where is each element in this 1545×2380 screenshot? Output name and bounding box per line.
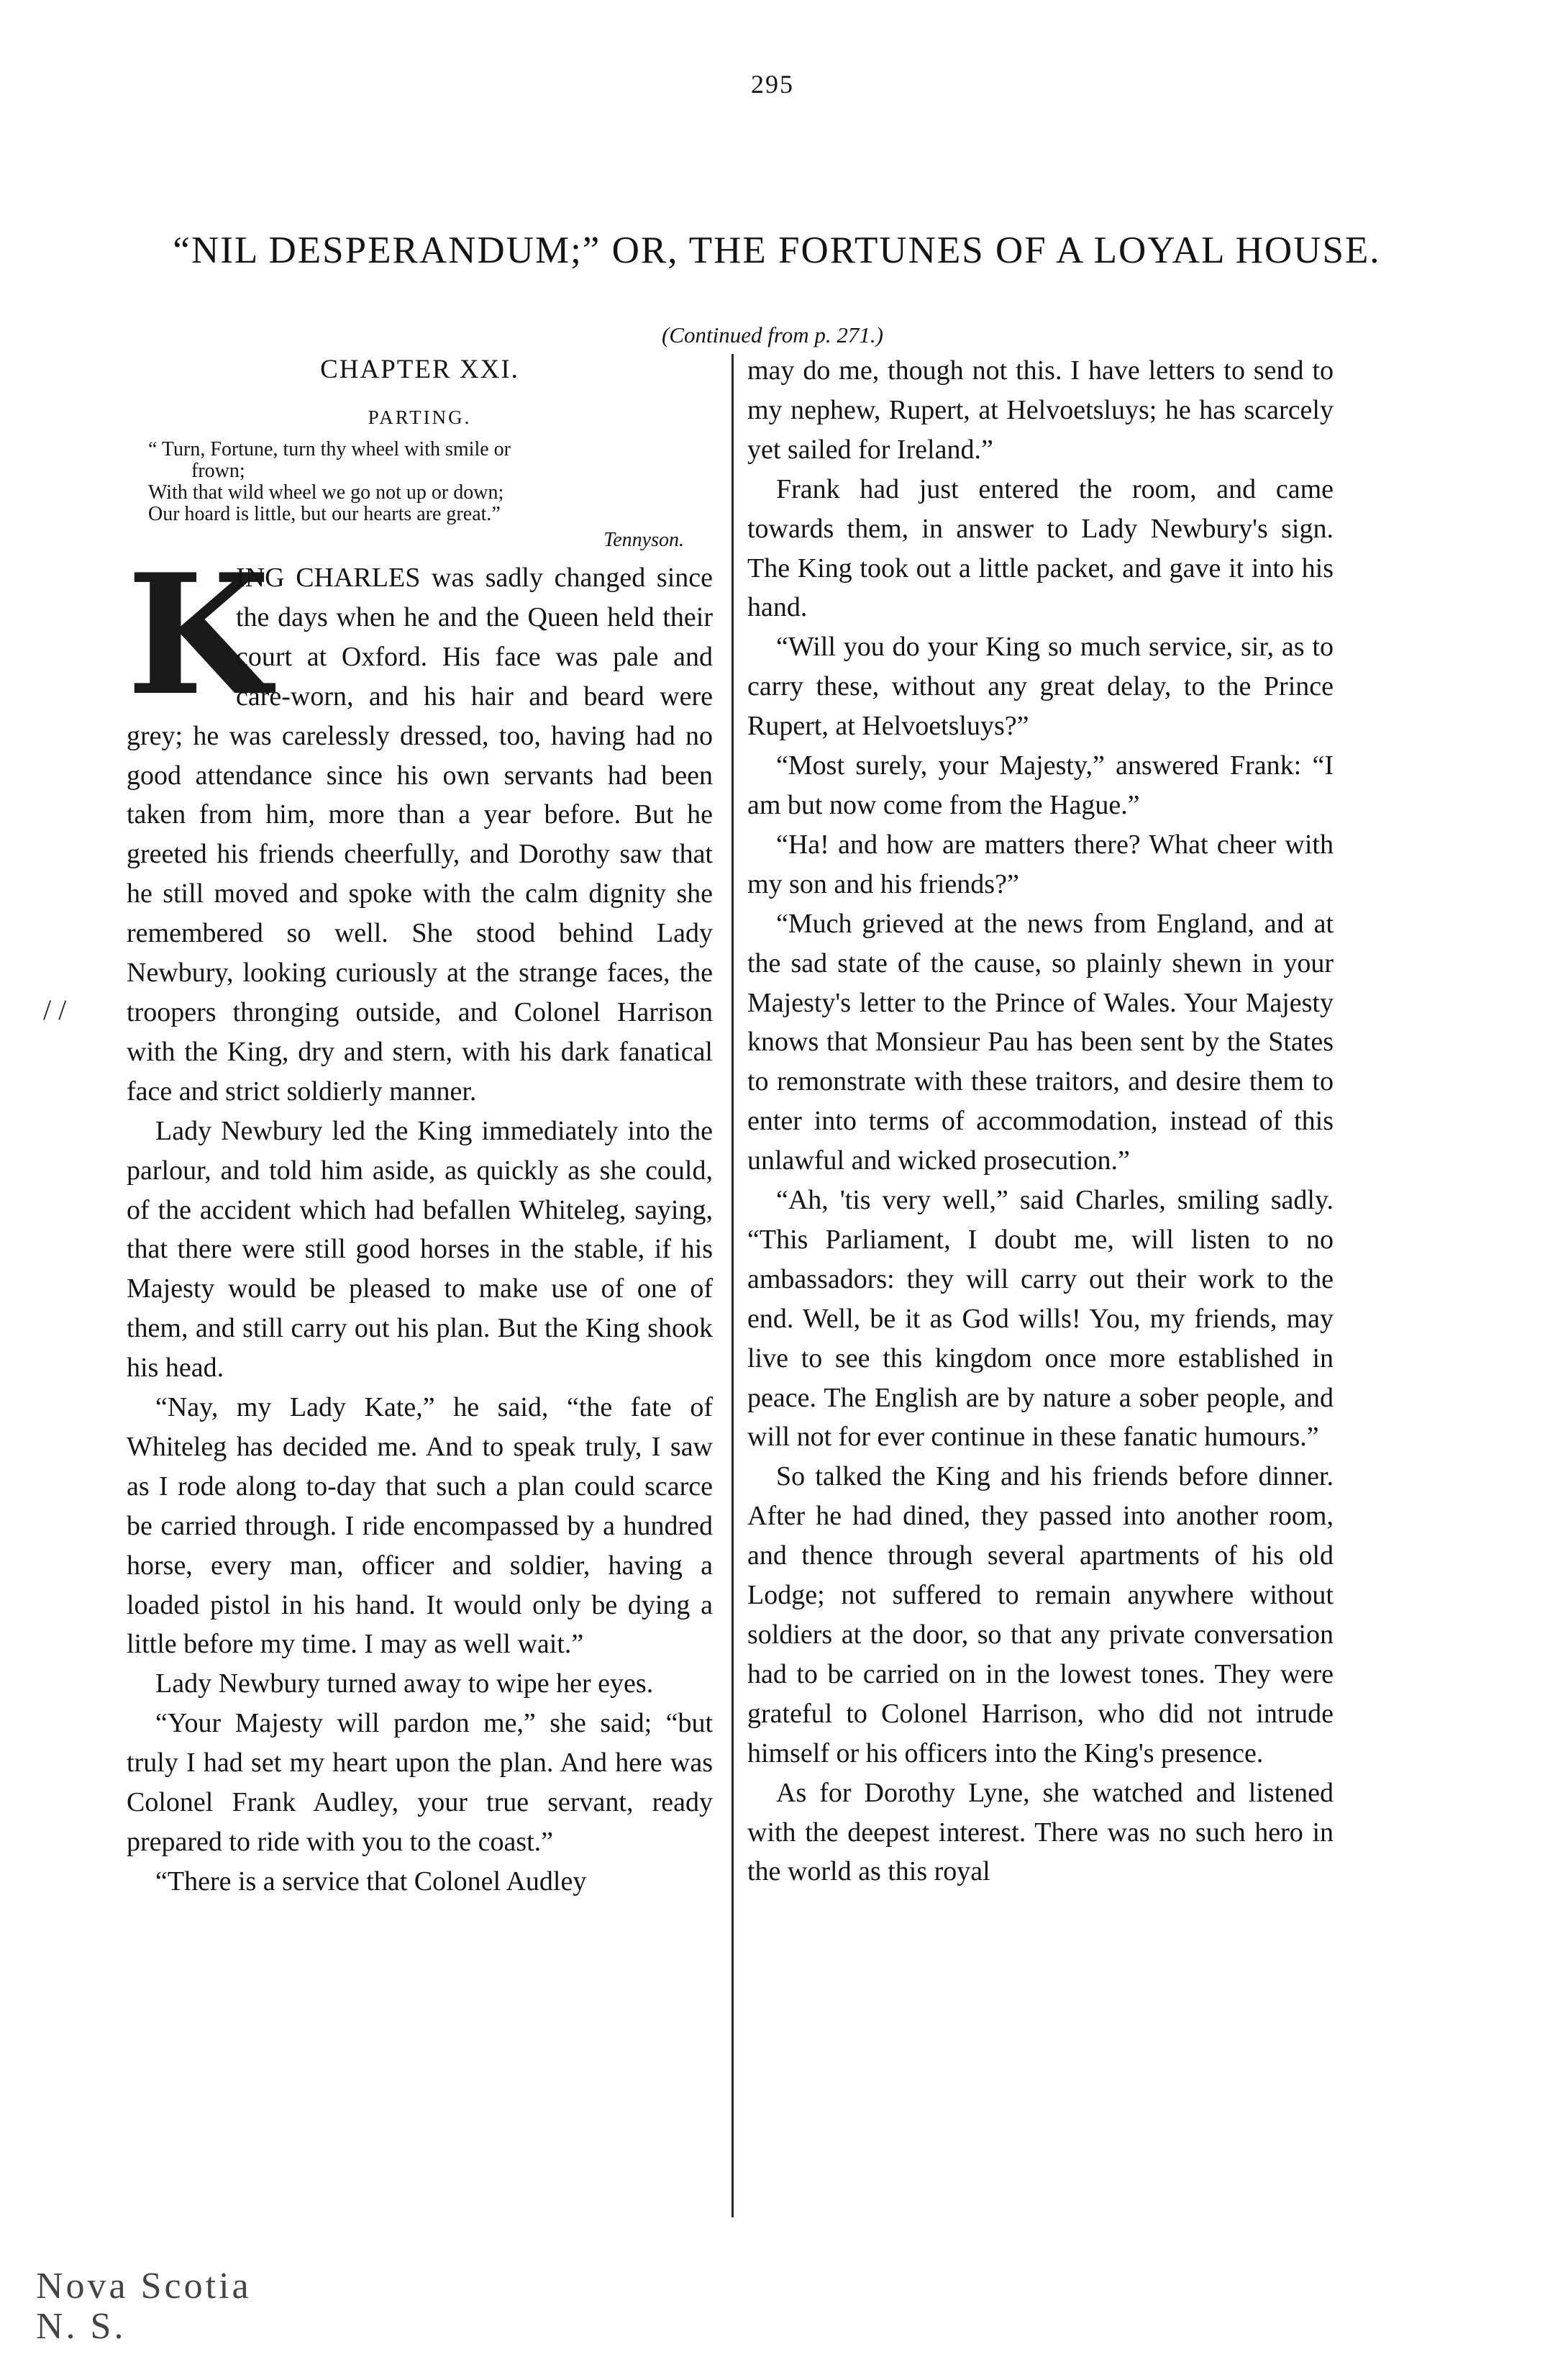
- paragraph: may do me, though not this. I have letters to send to my nephew, Rupert, at Helvoetsluys; he has scarcely yet sailed for Ireland.”: [747, 355, 1334, 465]
- paragraph-text: ING CHARLES was sadly changed since the days when he and the Queen held their court at Oxford. His face was pale and care-worn, and his hair and beard were grey; he was carelessly dressed, too, having had no good attendance since his own servants had been taken from him, more than a year before. But he greeted his friends cheerfully, and Dorothy saw that he still moved and spoke with the calm dignity she remembered so well. She stood behind Lady Newbury, looking curiously at the strange faces, the troopers thronging outside, and Colonel Harrison with the King, dry and stern, with his dark fanatical face and strict soldierly manner.: [127, 563, 713, 1107]
- chapter-subtitle: PARTING.: [368, 406, 472, 428]
- paragraph: “Ah, 'tis very well,” said Charles, smiling sadly. “This Parliament, I doubt me, will listen to no ambassadors: they will carry out their work to the end. Well, be it as God wills! You, my friends, may live to see this kingdom once more established in peace. The English are by nature a sober people, and will not for ever continue in these fanatic humours.”: [747, 1185, 1334, 1453]
- epigraph-line: “ Turn, Fortune, turn thy wheel with smile or: [148, 438, 511, 460]
- stamp-line: N. S.: [36, 2306, 127, 2347]
- right-column: [747, 351, 1334, 1891]
- page-number: 295: [751, 70, 794, 99]
- paragraph: “Nay, my Lady Kate,” he said, “the fate of Whiteleg has decided me. And to speak truly, I saw as I rode along to-day that such a plan could scarce be carried through. I ride encompassed by a hundred horse, every man, officer and soldier, having a loaded pistol in his hand. It would only be dying a little before my time. I may as well wait.”: [127, 1392, 713, 1660]
- paragraph: So talked the King and his friends before dinner. After he had dined, they passed into another room, and thence through several apartments of his old Lodge; not suffered to remain anywhere without soldiers at the door, so that any private conversation had to be carried on in the lowest tones. They were grateful to Colonel Harrison, who did not intrude himself or his officers into the King's presence.: [747, 1461, 1334, 1768]
- paragraph: “Much grieved at the news from England, and at the sad state of the cause, so plainly shewn in your Majesty's letter to the Prince of Wales. Your Majesty knows that Monsieur Pau has been sent by the States to remonstrate with these traitors, and desire them to enter into terms of accommodation, instead of this unlawful and wicked prosecution.”: [747, 908, 1334, 1176]
- paragraph: As for Dorothy Lyne, she watched and listened with the deepest interest. There was no such hero in the world as this royal: [747, 1777, 1334, 1887]
- epigraph-line: frown;: [191, 460, 245, 482]
- paragraph: Lady Newbury led the King immediately into the parlour, and told him aside, as quickly as she could, of the accident which had befallen Whiteleg, saying, that there were still good horses in the stable, if his Majesty would be pleased to make use of one of them, and still carry out his plan. But the King shook his head.: [127, 1115, 713, 1384]
- paragraph: Frank had just entered the room, and came towards them, in answer to Lady Newbury's sign. The King took out a little packet, and gave it into his hand.: [747, 473, 1334, 623]
- paragraph: “Ha! and how are matters there? What cheer with my son and his friends?”: [747, 829, 1334, 899]
- left-column: [127, 351, 713, 1902]
- article-title: “NIL DESPERANDUM;” OR, THE FORTUNES OF A LOYAL HOUSE.: [173, 230, 1381, 271]
- epigraph-author: Tennyson.: [603, 529, 684, 551]
- epigraph: [148, 439, 713, 551]
- column-divider: [732, 354, 734, 2217]
- drop-cap: K: [127, 538, 270, 732]
- paragraph: “Most surely, your Majesty,” answered Frank: “I am but now come from the Hague.”: [747, 750, 1334, 820]
- library-stamp: [36, 2266, 252, 2347]
- paragraph: “Will you do your King so much service, sir, as to carry these, without any great delay, to the Prince Rupert, at Helvoetsluys?”: [747, 632, 1334, 742]
- margin-annotation: / /: [43, 994, 67, 1026]
- chapter-heading: CHAPTER XXI.: [320, 355, 519, 384]
- continued-note: (Continued from p. 271.): [662, 322, 883, 348]
- paragraph: “There is a service that Colonel Audley: [155, 1866, 587, 1897]
- paragraph: “Your Majesty will pardon me,” she said; “but truly I had set my heart upon the plan. And here was Colonel Frank Audley, your true servant, ready prepared to ride with you to the coast.”: [127, 1708, 713, 1857]
- epigraph-line: With that wild wheel we go not up or down;: [148, 481, 504, 504]
- stamp-line: Nova Scotia: [36, 2266, 252, 2307]
- epigraph-line: Our hoard is little, but our hearts are great.”: [148, 503, 501, 525]
- paragraph: Lady Newbury turned away to wipe her eyes.: [155, 1668, 654, 1699]
